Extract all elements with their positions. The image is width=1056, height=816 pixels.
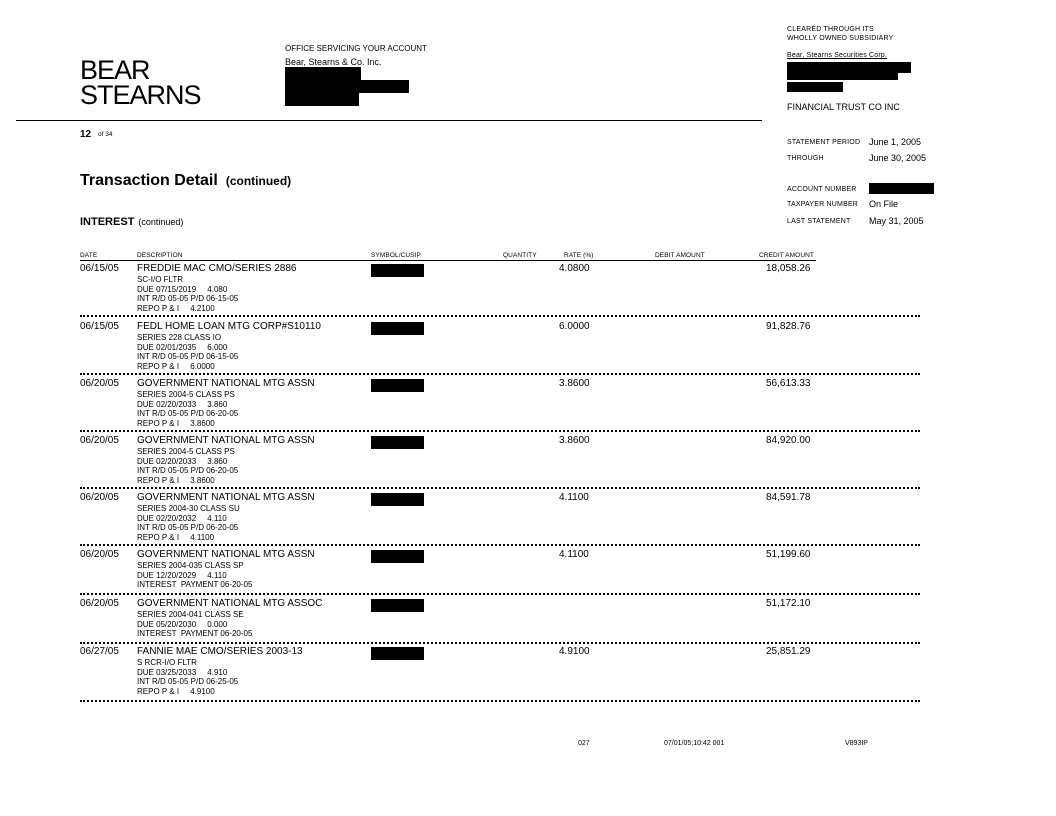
col-quantity: QUANTITY bbox=[503, 252, 537, 259]
redacted-block bbox=[787, 82, 843, 92]
col-rate: RATE (%) bbox=[564, 252, 594, 259]
section-continued: (continued) bbox=[138, 217, 184, 227]
redacted-block bbox=[787, 70, 898, 80]
detail-line: INT R/D 05-05 P/D 06-20-05 bbox=[137, 523, 239, 533]
redacted-block bbox=[285, 93, 359, 106]
redacted-cusip bbox=[371, 647, 424, 660]
row-separator bbox=[80, 487, 920, 489]
section-heading bbox=[80, 216, 183, 228]
row-date: 06/20/05 bbox=[80, 435, 119, 446]
col-symbol: SYMBOL/CUSIP bbox=[371, 252, 421, 259]
redacted-cusip bbox=[371, 264, 424, 277]
office-label: OFFICE SERVICING YOUR ACCOUNT bbox=[285, 44, 427, 53]
title-continued: (continued) bbox=[225, 174, 292, 188]
row-credit: 84,920.00 bbox=[766, 435, 811, 446]
row-separator bbox=[80, 700, 920, 702]
row-rate: 4.1100 bbox=[559, 549, 589, 560]
header-rule bbox=[16, 120, 762, 121]
detail-line: SERIES 2004-5 CLASS PS bbox=[137, 390, 235, 399]
taxpayer-label: TAXPAYER NUMBER bbox=[787, 201, 859, 208]
statement-period-label: STATEMENT PERIOD bbox=[787, 139, 861, 146]
col-date: DATE bbox=[80, 252, 98, 259]
statement-period-value: June 1, 2005 bbox=[869, 137, 922, 147]
detail-line: REPO P & I 4.1100 bbox=[137, 532, 215, 542]
detail-line: INT R/D 05-05 P/D 06-15-05 bbox=[137, 294, 239, 304]
row-description: GOVERNMENT NATIONAL MTG ASSN bbox=[137, 492, 315, 503]
through-label: THROUGH bbox=[787, 155, 824, 162]
redacted-account-number bbox=[869, 183, 934, 194]
detail-line: SERIES 228 CLASS IO bbox=[137, 333, 222, 342]
page-of: of 34 bbox=[98, 131, 113, 138]
detail-line: SERIES 2004-041 CLASS SE bbox=[137, 610, 244, 619]
detail-line: SERIES 2004-035 CLASS SP bbox=[137, 561, 244, 570]
detail-line: INT R/D 05-05 P/D 06-20-05 bbox=[137, 409, 239, 419]
detail-line: SERIES 2004-30 CLASS SU bbox=[137, 504, 240, 513]
redacted-block bbox=[285, 67, 361, 80]
row-rate: 3.8600 bbox=[559, 378, 590, 389]
taxpayer-value: On File bbox=[869, 199, 899, 209]
row-separator bbox=[80, 373, 920, 375]
row-description: GOVERNMENT NATIONAL MTG ASSN bbox=[137, 435, 315, 446]
row-description: FANNIE MAE CMO/SERIES 2003-13 bbox=[137, 646, 303, 657]
footer-form-code: V893IP bbox=[845, 740, 868, 747]
through-value: June 30, 2005 bbox=[869, 153, 927, 163]
detail-line: SERIES 2004-5 CLASS PS bbox=[137, 447, 235, 456]
row-description: FREDDIE MAC CMO/SERIES 2886 bbox=[137, 263, 297, 274]
detail-line: DUE 02/20/2032 4.110 bbox=[137, 513, 227, 523]
detail-line: INT R/D 05-05 P/D 06-15-05 bbox=[137, 352, 239, 362]
row-rate: 6.0000 bbox=[559, 321, 590, 332]
detail-line: REPO P & I 3.8600 bbox=[137, 475, 215, 485]
row-credit: 18,058.26 bbox=[766, 263, 811, 274]
detail-line: DUE 12/20/2029 4.110 bbox=[137, 570, 227, 580]
col-credit: CREDIT AMOUNT bbox=[759, 252, 814, 259]
office-name: Bear, Stearns & Co. Inc. bbox=[285, 57, 382, 67]
clearing-line-2: WHOLLY OWNED SUBSIDIARY bbox=[787, 35, 894, 42]
row-description: GOVERNMENT NATIONAL MTG ASSOC bbox=[137, 598, 323, 609]
row-details bbox=[137, 390, 238, 428]
detail-line: DUE 02/20/2033 3.860 bbox=[137, 456, 228, 466]
redacted-cusip bbox=[371, 322, 424, 335]
row-description: GOVERNMENT NATIONAL MTG ASSN bbox=[137, 549, 315, 560]
row-separator bbox=[80, 430, 920, 432]
redacted-block bbox=[285, 80, 409, 93]
row-rate: 4.0800 bbox=[559, 263, 590, 274]
redacted-cusip bbox=[371, 550, 424, 563]
detail-line: REPO P & I 6.0000 bbox=[137, 361, 215, 371]
detail-line: DUE 02/01/2035 6.000 bbox=[137, 342, 228, 352]
detail-line: INTEREST PAYMENT 06-20-05 bbox=[137, 629, 253, 639]
detail-line: REPO P & I 3.8600 bbox=[137, 418, 215, 428]
detail-line: DUE 07/15/2019 4.080 bbox=[137, 284, 228, 294]
detail-line: DUE 02/20/2033 3.860 bbox=[137, 399, 228, 409]
row-date: 06/20/05 bbox=[80, 378, 119, 389]
row-date: 06/27/05 bbox=[80, 646, 119, 657]
row-details bbox=[137, 447, 238, 485]
row-credit: 51,199.60 bbox=[766, 549, 811, 560]
logo-line-1: BEAR bbox=[80, 55, 150, 85]
row-separator bbox=[80, 593, 920, 595]
detail-line: SC-I/O FLTR bbox=[137, 275, 184, 284]
row-credit: 91,828.76 bbox=[766, 321, 811, 332]
row-rate: 3.8600 bbox=[559, 435, 590, 446]
last-statement-value: May 31, 2005 bbox=[869, 216, 924, 226]
row-credit: 56,613.33 bbox=[766, 378, 811, 389]
title-main: Transaction Detail bbox=[80, 172, 218, 189]
account-name: FINANCIAL TRUST CO INC bbox=[787, 102, 900, 112]
row-rate: 4.9100 bbox=[559, 646, 590, 657]
detail-line: REPO P & I 4.2100 bbox=[137, 303, 215, 313]
page-title bbox=[80, 172, 291, 190]
row-separator bbox=[80, 544, 920, 546]
row-details bbox=[137, 610, 252, 639]
row-description: FEDL HOME LOAN MTG CORP#S10110 bbox=[137, 321, 321, 332]
clearing-line-1: CLEARED THROUGH ITS bbox=[787, 26, 874, 33]
row-date: 06/15/05 bbox=[80, 321, 119, 332]
redacted-cusip bbox=[371, 493, 424, 506]
row-credit: 84,591.78 bbox=[766, 492, 811, 503]
row-separator bbox=[80, 642, 920, 644]
row-rate: 4.1100 bbox=[559, 492, 589, 503]
row-details bbox=[137, 658, 238, 696]
row-details bbox=[137, 275, 238, 313]
clearing-firm: Bear, Stearns Securities Corp. bbox=[787, 52, 888, 59]
detail-line: REPO P & I 4.9100 bbox=[137, 686, 215, 696]
bear-stearns-logo bbox=[80, 55, 201, 110]
row-credit: 51,172.10 bbox=[766, 598, 811, 609]
account-number-label: ACCOUNT NUMBER bbox=[787, 186, 857, 193]
detail-line: INTEREST PAYMENT 06-20-05 bbox=[137, 580, 253, 590]
row-date: 06/20/05 bbox=[80, 549, 119, 560]
detail-line: INT R/D 05-05 P/D 06-20-05 bbox=[137, 466, 239, 476]
col-description: DESCRIPTION bbox=[137, 252, 183, 259]
row-credit: 25,851.29 bbox=[766, 646, 811, 657]
row-details bbox=[137, 504, 240, 542]
detail-line: INT R/D 05-05 P/D 06-25-05 bbox=[137, 677, 239, 687]
section-name: INTEREST bbox=[80, 216, 135, 228]
page-number: 12 bbox=[80, 129, 92, 140]
last-statement-label: LAST STATEMENT bbox=[787, 218, 851, 225]
row-date: 06/15/05 bbox=[80, 263, 119, 274]
col-debit: DEBIT AMOUNT bbox=[655, 252, 705, 259]
footer-code: 027 bbox=[578, 740, 590, 747]
footer-timestamp: 07/01/05;10:42 001 bbox=[664, 740, 725, 747]
row-details bbox=[137, 333, 238, 371]
redacted-cusip bbox=[371, 599, 424, 612]
row-date: 06/20/05 bbox=[80, 492, 119, 503]
column-header-rule bbox=[80, 260, 816, 261]
detail-line: DUE 05/20/2030 0.000 bbox=[137, 619, 228, 629]
row-details bbox=[137, 561, 252, 590]
row-date: 06/20/05 bbox=[80, 598, 119, 609]
row-separator bbox=[80, 315, 920, 317]
detail-line: DUE 03/25/2033 4.910 bbox=[137, 667, 228, 677]
row-description: GOVERNMENT NATIONAL MTG ASSN bbox=[137, 378, 315, 389]
detail-line: S RCR-I/O FLTR bbox=[137, 658, 197, 667]
redacted-cusip bbox=[371, 379, 424, 392]
logo-line-2: STEARNS bbox=[80, 80, 201, 110]
redacted-cusip bbox=[371, 436, 424, 449]
